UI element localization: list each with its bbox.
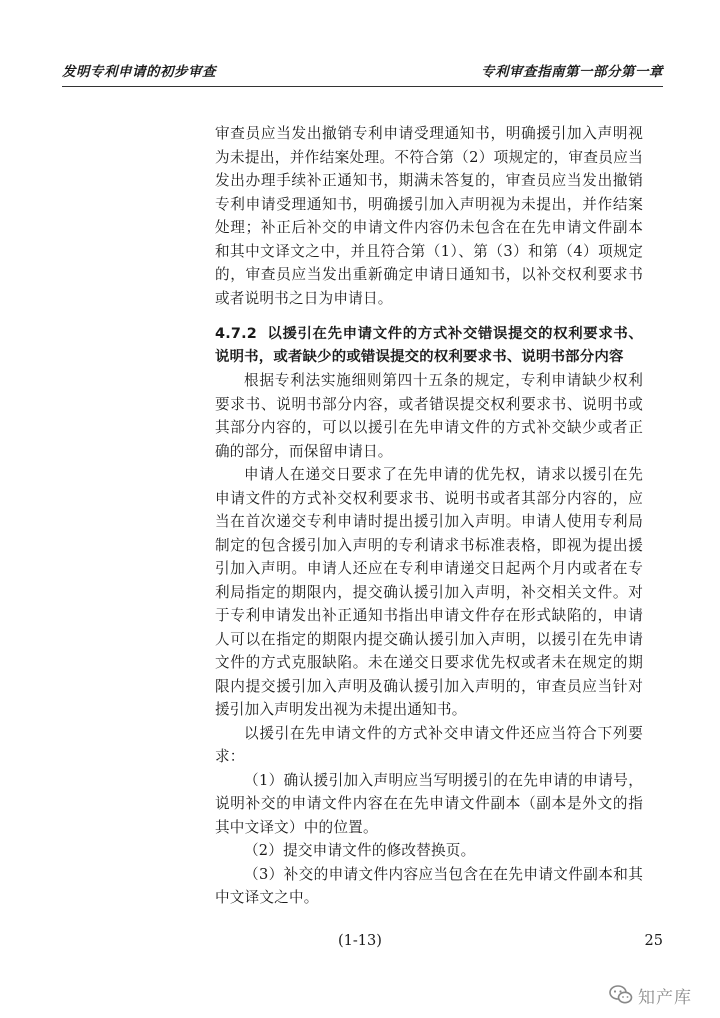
- page-code: (1-13): [338, 933, 382, 949]
- list-item: （2）提交申请文件的修改替换页。: [244, 842, 476, 859]
- watermark-text: 知产库: [638, 987, 692, 1008]
- paragraph-continuation: 审查员应当发出撤销专利申请受理通知书，明确援引加入声明视为未提出，并作结案处理。不符合第（2）项规定的，审查员应当发出办理手续补正通知书，期满未答复的，审查员应当发出撤销专利申请受理通知书，明确援引加入声明视为未提出，并作结案处理；补正后补交的申请文件内容仍未包含在在先申请文件副本和其中文译文之中，并且符合第（1）、第（3）和第（4）项规定的，审查员应当发出重新确定申请日通知书，以补交权利要求书或者说明书之日为申请日。: [215, 125, 643, 307]
- list-item: （1）确认援引加入声明应当写明援引的在先申请的申请号，说明补交的申请文件内容在在先申请文件副本（副本是外文的指其中文译文）中的位置。: [215, 771, 643, 836]
- page-body: [215, 122, 643, 910]
- paragraph: 申请人在递交日要求了在先申请的优先权，请求以援引在先申请文件的方式补交权利要求书、说明书或者其部分内容的，应当在首次递交专利申请时提出援引加入声明。申请人使用专利局制定的包含援引加入声明的专利请求书标准表格，即视为提出援引加入声明。申请人还应在专利申请递交日起两个月内或者在专利局指定的期限内，提交确认援引加入声明，补交相关文件。对于专利申请发出补正通知书指出申请文件存在形式缺陷的，申请人可以在指定的期限内提交确认援引加入声明，以援引在先申请文件的方式克服缺陷。未在递交日要求优先权或者未在规定的期限内提交援引加入声明及确认援引加入声明的，审查员应当针对援引加入声明发出视为未提出通知书。: [215, 466, 643, 718]
- paragraph: 以援引在先申请文件的方式补交申请文件还应当符合下列要求：: [215, 724, 643, 765]
- page-number: 25: [644, 933, 663, 949]
- header-guide-title: 专利审查指南第一部分第一章: [481, 64, 663, 80]
- page-header: [62, 60, 663, 87]
- section-heading: [215, 323, 643, 369]
- header-chapter-title: 发明专利申请的初步审查: [62, 64, 216, 80]
- paragraph: 根据专利法实施细则第四十五条的规定，专利申请缺少权利要求书、说明书部分内容，或者错误提交权利要求书、说明书或其部分内容的，可以以援引在先申请文件的方式补交缺少或者正确的部分，而保留申请日。: [215, 372, 643, 460]
- section-number: 4.7.2: [215, 326, 257, 342]
- watermark: [609, 981, 692, 1009]
- section-title: 以援引在先申请文件的方式补交错误提交的权利要求书、说明书，或者缺少的或错误提交的权利要求书、说明书部分内容: [215, 326, 643, 365]
- list-item: （3）补交的申请文件内容应当包含在在先申请文件副本和其中文译文之中。: [215, 865, 643, 906]
- wechat-icon: [609, 984, 633, 1006]
